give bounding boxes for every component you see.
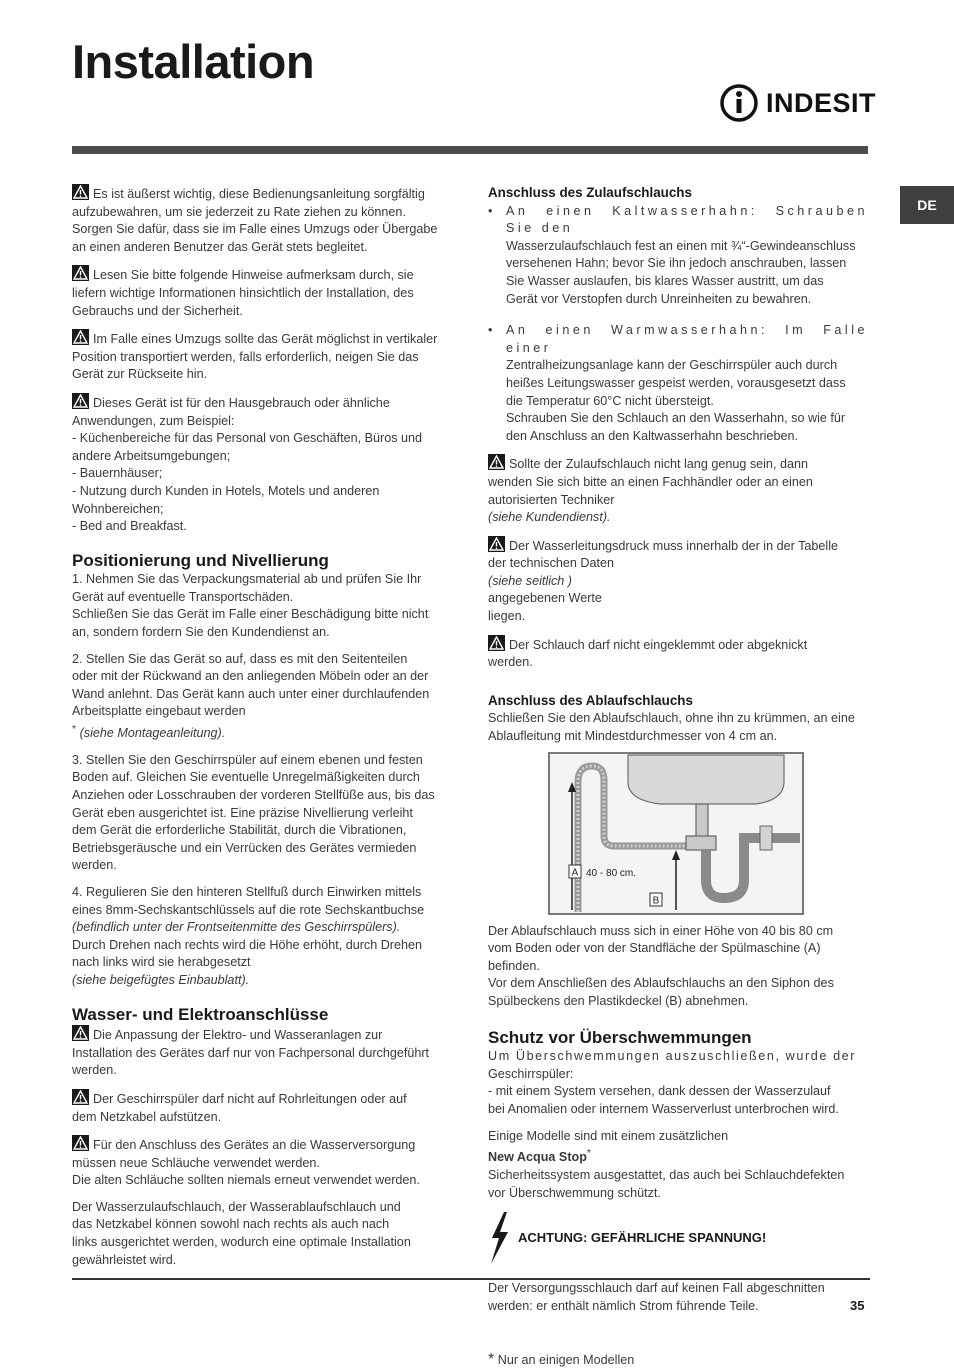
- indesit-logo-icon: [718, 82, 760, 124]
- warning-icon: [72, 265, 89, 281]
- positioning-step-1: 1. Nehmen Sie das Verpackungsmaterial ab und prüfen Sie Ihr Gerät auf eventuelle Transportschäden. Schließen Sie das Gerät im Falle einer Beschädigung bitte nicht an, sondern fordern Sie den Kundendienst an.: [72, 572, 429, 640]
- footnote: * Nur an einigen Modellen: [488, 1351, 635, 1369]
- flood-acqua-stop: Einige Modelle sind mit einem zusätzlichen New Acqua Stop* Sicherheitssystem ausgestattet, das auch bei Schlauchdefekten vor Überschwemmung schützt.: [488, 1128, 845, 1200]
- flood-system: Um Überschwemmungen auszuschließen, wurde der Geschirrspüler: - mit einem System versehen, dank dessen der Wasserzulauf bei Anomalien oder internem Wasserverlust unterbrochen wird.: [488, 1049, 857, 1116]
- siphon-body: [696, 804, 708, 840]
- brand-name: INDESIT: [766, 87, 877, 118]
- drain-intro: Schließen Sie den Ablaufschlauch, ohne ihn zu krümmen, an eine Ablaufleitung mit Mindestdurchmesser von 4 cm an.: [488, 711, 855, 744]
- section-heading-inlet: Anschluss des Zulaufschlauchs: [488, 185, 692, 200]
- water-warning-qualified: Die Anpassung der Elektro- und Wasseranlagen zur Installation des Gerätes darf nur von Fachpersonal durchgeführt werden.: [72, 1025, 452, 1080]
- warning-manual: Es ist äußerst wichtig, diese Bedienungsanleitung sorgfältig aufzubewahren, um sie jederzeit zu Rate ziehen zu können. Sorgen Sie dafür, dass sie im Falle eines Umzugs oder Übergabe an einen anderen Benutzer das Gerät stets begleitet.: [72, 184, 452, 256]
- section-heading-drain: Anschluss des Ablaufschlauchs: [488, 692, 693, 708]
- warning-read-notes: Lesen Sie bitte folgende Hinweise aufmerksam durch, sie liefern wichtige Informationen hinsichtlich der Installation, des Gebrauchs und der Sicherheit.: [72, 265, 452, 320]
- warning-moving: Im Falle eines Umzugs sollte das Gerät möglichst in vertikaler Position transportiert werden, falls erforderlich, neigen Sie das Gerät zur Rückseite hin.: [72, 329, 452, 384]
- left-column: [72, 184, 452, 1278]
- inlet-warning-pressure: Der Wasserleitungsdruck muss innerhalb der in der Tabelle der technischen Daten (siehe seitlich ) angegebenen Werte liegen.: [488, 536, 868, 626]
- warning-household-use: Dieses Gerät ist für den Hausgebrauch oder ähnliche Anwendungen, zum Beispiel: - Küchenbereiche für das Personal von Geschäften, Büros und andere Arbeitsumgebungen; - Bauernhäuser; - Nutzung durch Kunden in Hotels, Motels und anderen Wohnbereichen; - Bed and Breakfast.: [72, 393, 452, 536]
- page-number: 35: [850, 1298, 865, 1313]
- language-tab: DE: [900, 186, 954, 224]
- inlet-hot-water: • An einen Warmwasserhahn: Im Falle einer Zentralheizungsanlage kann der Geschirrspüler auch durch heißes Leitungswasser gespeist werden, vorausgesetzt dass die Temperatur 60°C nicht übersteigt. Schrauben Sie den Schlauch an den Wasserhahn, so wie für den Anschluss an den Kaltwasserhahn beschrieben.: [488, 322, 868, 445]
- positioning-step-2: 2. Stellen Sie das Gerät so auf, dass es mit den Seitenteilen oder mit der Rückwand an den anliegenden Möbeln oder an der Wand anlehnt. Das Gerät kann auch unter einer durchlaufenden Arbeitsplatte eingebaut werden * (siehe Montageanleitung).: [72, 651, 430, 741]
- section-heading-positioning: Positionierung und Nivellierung: [72, 550, 329, 570]
- warning-icon: [72, 1025, 89, 1041]
- section-heading-water: Wasser- und Elektroanschlüsse: [72, 1004, 329, 1024]
- height-range-label: 40 - 80 cm.: [586, 867, 637, 879]
- water-warning-new-hoses: Für den Anschluss des Gerätes an die Wasserversorgung müssen neue Schläuche verwendet werden. Die alten Schläuche sollten niemals erneut verwendet werden.: [72, 1135, 452, 1190]
- danger-hose-text: Der Versorgungsschlauch darf auf keinen Fall abgeschnitten werden: er enthält nämlich Strom führende Teile.: [488, 1281, 825, 1313]
- water-warning-pipes: Der Geschirrspüler darf nicht auf Rohrleitungen oder auf dem Netzkabel aufstützen.: [72, 1089, 452, 1126]
- label-b: B: [652, 895, 660, 907]
- right-column: [488, 184, 868, 1370]
- footer-rule: [72, 1278, 870, 1280]
- water-hose-orientation: Der Wasserzulaufschlauch, der Wasserablaufschlauch und das Netzkabel können sowohl nach rechts als auch nach links ausgerichtet werden, wodurch eine optimale Installation gewährleistet wird.: [72, 1199, 411, 1267]
- danger-voltage: ACHTUNG: GEFÄHRLICHE SPANNUNG!: [488, 1212, 868, 1264]
- warning-icon: [72, 184, 89, 200]
- warning-icon: [72, 393, 89, 409]
- page-title: Installation: [72, 35, 315, 88]
- brand-logo: [718, 82, 876, 124]
- warning-icon: [488, 536, 505, 552]
- inlet-warning-length: Sollte der Zulaufschlauch nicht lang genug sein, dann wenden Sie sich bitte an einen Fachhändler oder an einen autorisierten Techniker (siehe Kundendienst).: [488, 454, 868, 526]
- label-a: A: [571, 867, 579, 879]
- sink-basin: [628, 755, 784, 804]
- inlet-warning-kink: Der Schlauch darf nicht eingeklemmt oder abgeknickt werden.: [488, 635, 868, 672]
- lightning-icon: [488, 1212, 510, 1264]
- warning-icon: [72, 1089, 89, 1105]
- warning-icon: [72, 1135, 89, 1151]
- section-heading-flood: Schutz vor Überschwemmungen: [488, 1027, 752, 1047]
- inlet-cold-water: • An einen Kaltwasserhahn: Schrauben Sie den Wasserzulaufschlauch fest an einen mit ¾“-Gewindeanschluss versehenen Hahn; bevor Sie ihn jedoch anschrauben, lassen Sie Wasser auslaufen, bis klares Wasser austritt, um das Gerät vor Verstopfen durch Unreinheiten zu bewahren.: [488, 203, 868, 309]
- positioning-step-4: 4. Regulieren Sie den hinteren Stellfuß durch Einwirken mittels eines 8mm-Sechskantschlüssels auf die rote Sechskantbuchse (befindlich unter der Frontseitenmitte des Geschirrspülers). Durch Drehen nach rechts wird die Höhe erhöht, durch Drehen nach links wird sie herabgesetzt (siehe beigefügtes Einbaublatt).: [72, 884, 425, 987]
- drain-height: Der Ablaufschlauch muss sich in einer Höhe von 40 bis 80 cm vom Boden oder von der Standfläche der Spülmaschine (A) befinden. Vor dem Anschließen des Ablaufschlauchs an den Siphon des Spülbeckens den Plastikdeckel (B) abnehmen.: [488, 923, 834, 1008]
- warning-icon: [488, 454, 505, 470]
- positioning-step-3: 3. Stellen Sie den Geschirrspüler auf einem ebenen und festen Boden auf. Gleichen Sie eventuelle Unregelmäßigkeiten durch Anziehen oder Losschrauben der vorderen Stellfüße aus, bis das Gerät eben ausgerichtet ist. Eine präzise Nivellierung verleiht dem Gerät die erforderliche Stabilität, durch die Vibrationen, Betriebsgeräusche und ein Verrücken des Gerätes vermieden werden.: [72, 752, 435, 873]
- header-rule: [72, 146, 868, 154]
- drain-hose-diagram: [548, 752, 804, 915]
- warning-icon: [488, 635, 505, 651]
- warning-icon: [72, 329, 89, 345]
